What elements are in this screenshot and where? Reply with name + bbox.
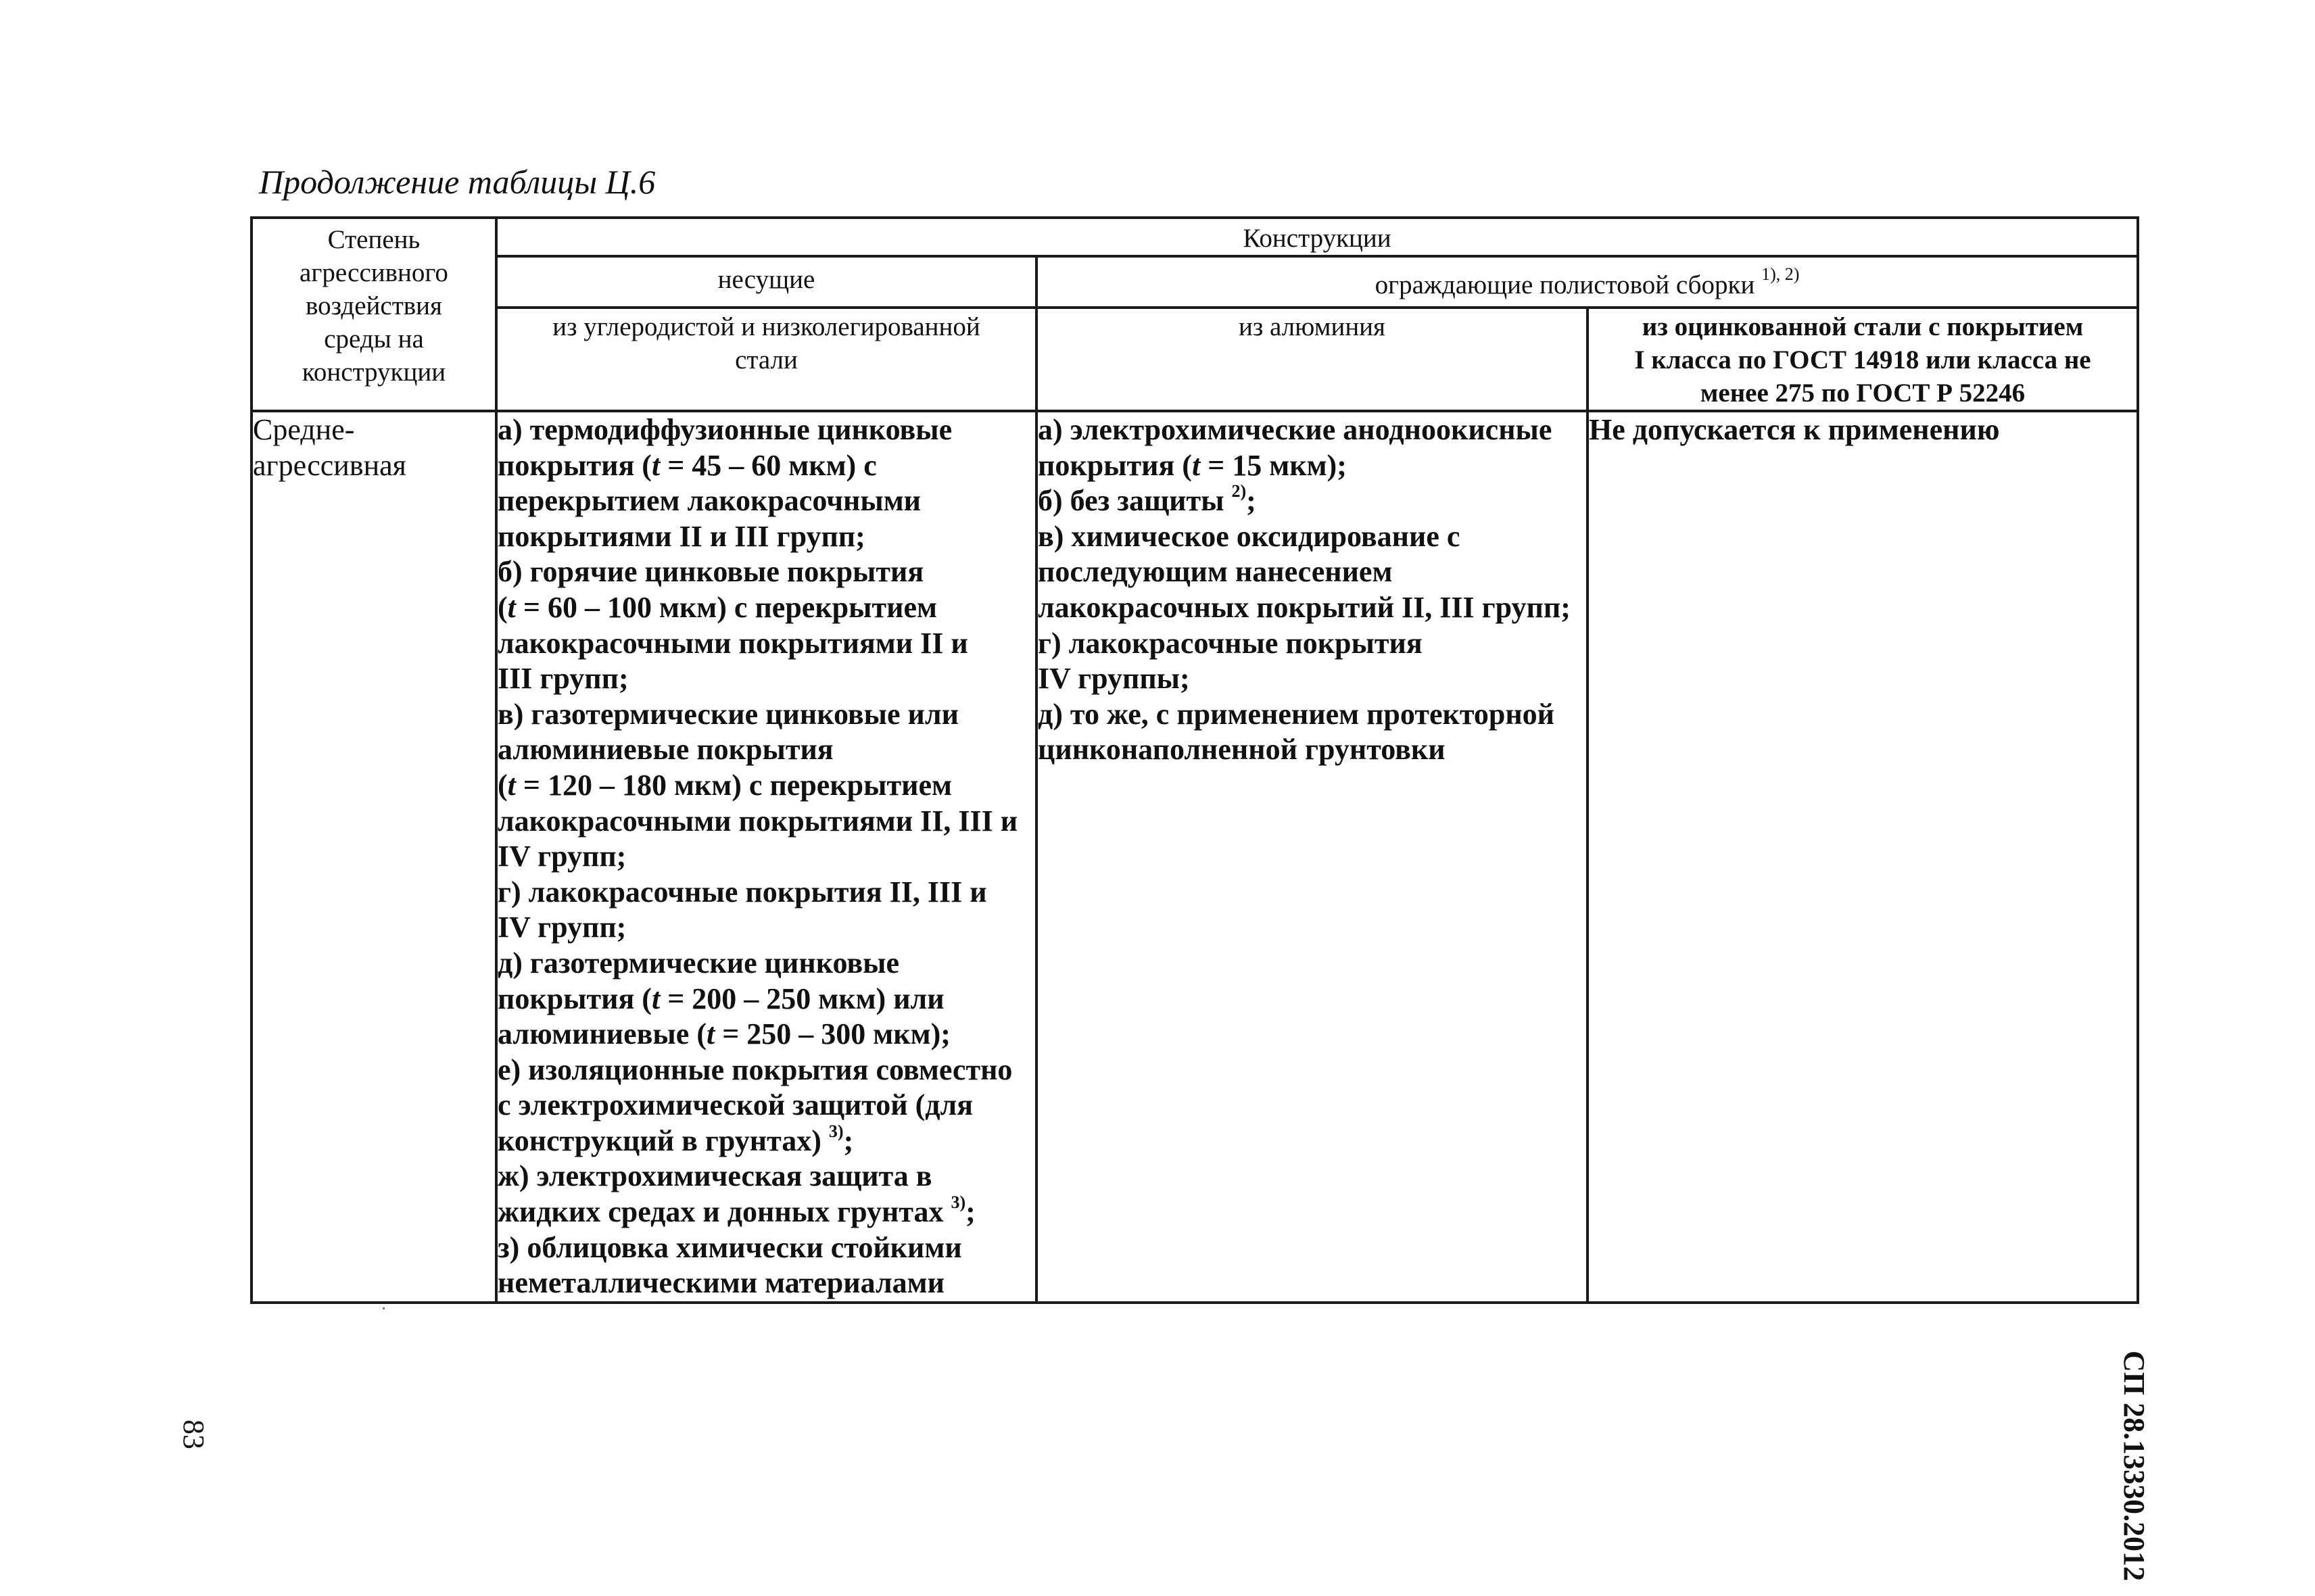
footnote-ref: 3): [828, 1121, 844, 1141]
row-aluminium-cell: а) электрохимические анодноокисные покрытия (t = 15 мкм); б) без защиты $^{2)}$; в) химическое оксидирование с последующим нанесением лакокрасочных покрытий II, III групп; г) лакокрасочные покрытия IV группы; д) то же, с применением протекторной цинконаполненной грунтовки: [1036, 411, 1588, 1303]
header-bearing-cell: [496, 256, 1036, 308]
footnote-ref: 2): [1231, 481, 1247, 502]
header-carbon-steel-text: из углеродистой и низколегированной стали: [552, 312, 980, 374]
footnote-ref: 1), 2): [1761, 264, 1800, 284]
page-number: 83: [177, 1420, 210, 1449]
header-constructions-text: Конструкции: [1243, 224, 1391, 253]
header-enclosing-text: ограждающие полистовой сборки $^{1), 2)}$: [1375, 264, 1800, 299]
footnote-ref: 3): [951, 1192, 966, 1213]
header-galvanized-text: из оцинкованной стали с покрытием I класса по ГОСТ 14918 или класса не менее 275 по ГОСТ Р 52246: [1634, 312, 2091, 408]
row-degree-cell: Средне- агрессивная: [252, 411, 496, 1303]
row-galvanized-cell: Не допускается к применению: [1588, 411, 2138, 1303]
header-enclosing-cell: [1036, 256, 2138, 308]
header-carbon-steel-cell: [496, 308, 1036, 411]
header-degree-text: Степень агрессивного воздействия среды на конструкции: [300, 225, 448, 387]
header-aluminium-text: из алюминия: [1239, 312, 1385, 341]
side-document-id: СП 28.13330.2012: [2118, 1351, 2151, 1581]
header-bearing-text: несущие: [717, 265, 815, 294]
header-aluminium-cell: [1036, 308, 1588, 411]
scan-speck: [383, 1307, 385, 1309]
header-degree-cell: [252, 218, 496, 411]
header-constructions-cell: [496, 218, 2138, 256]
row-carbon-steel-cell: а) термодиффузионные цинковые покрытия (t = 45 – 60 мкм) с перекрытием лакокрасочными покрытиями II и III групп; б) горячие цинковые покрытия (t = 60 – 100 мкм) с перекрытием лакокрасочными покрытиями II и III групп; в) газотермические цинковые или алюминиевые покрытия (t = 120 – 180 мкм) с перекрытием лакокрасочными покрытиями II, III и IV групп; г) лакокрасочные покрытия II, III и IV групп; д) газотермические цинковые покрытия (t = 200 – 250 мкм) или алюминиевые (t = 250 – 300 мкм); е) изоляционные покрытия совместно с электрохимической защитой (для конструкций в грунтах) $^{3)}$; ж) электрохимическая защита в жидких средах и донных грунтах $^{3)}$; з) облицовка химически стойкими неметаллическими материалами: [496, 411, 1036, 1303]
table-caption: Продолжение таблицы Ц.6: [259, 163, 656, 201]
coatings-table: [250, 216, 2139, 1304]
header-galvanized-cell: [1588, 308, 2138, 411]
